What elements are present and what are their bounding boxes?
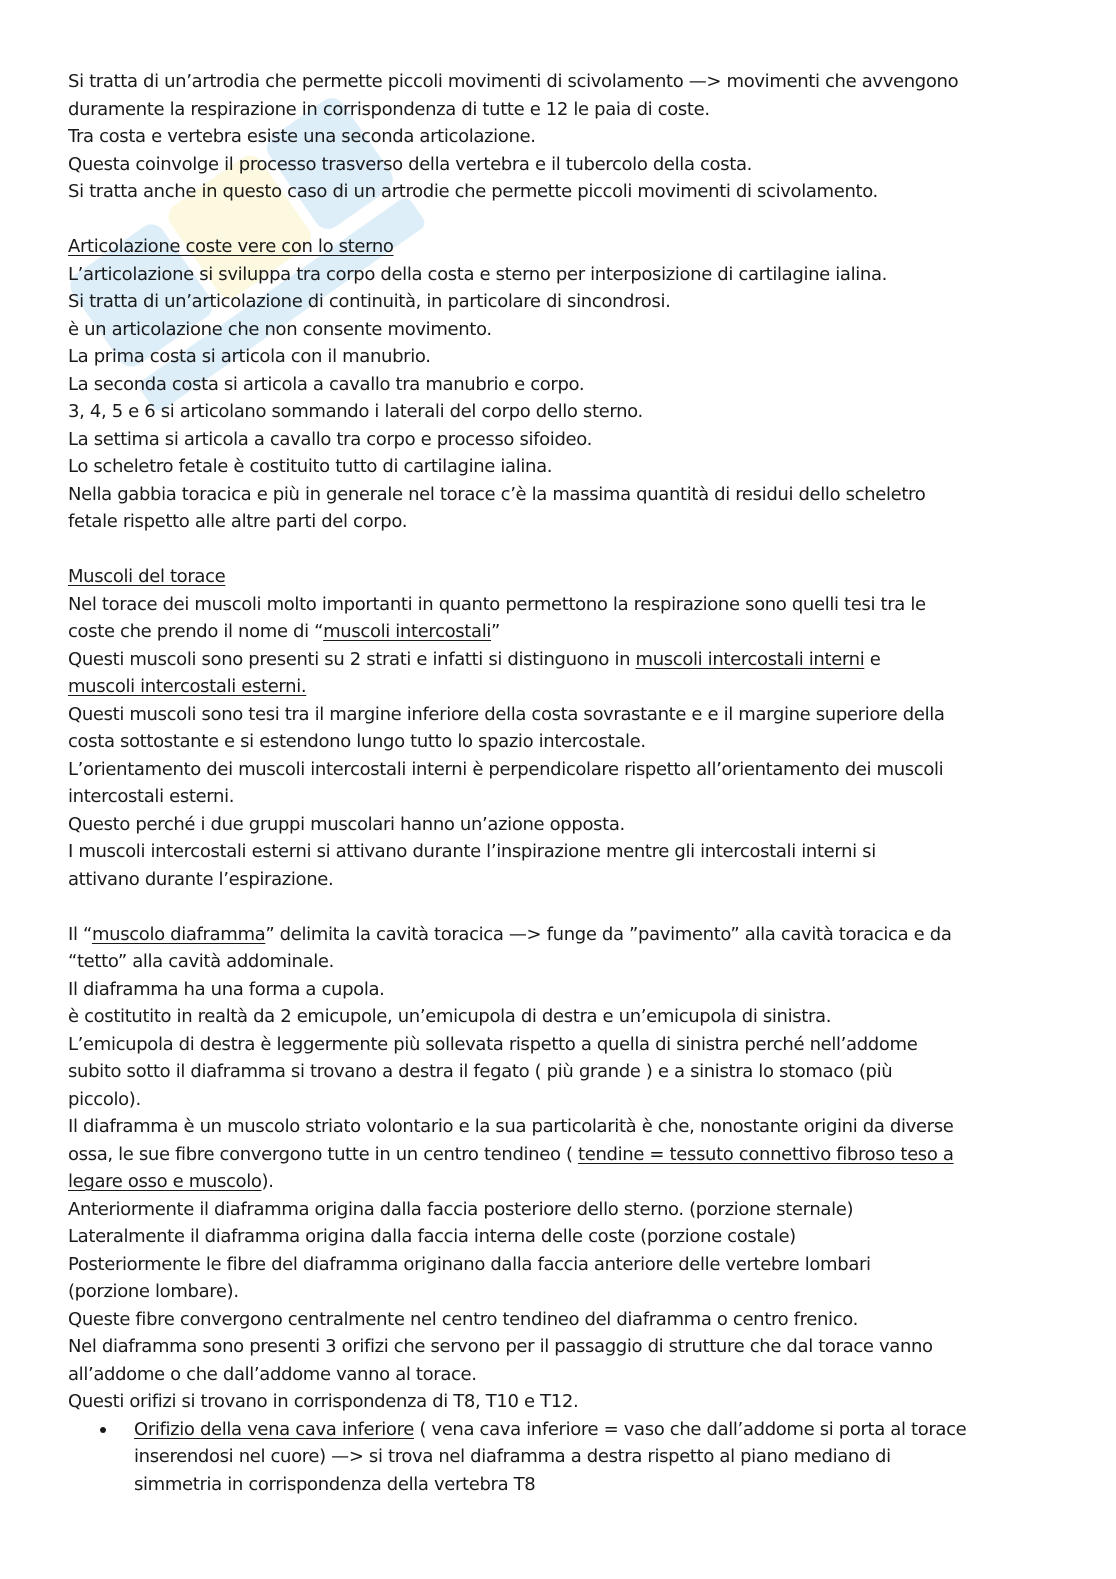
paragraph-line: L’articolazione si sviluppa tra corpo della costa e sterno per interposizione di cartilagine ialina. xyxy=(68,263,887,285)
paragraph-line: costa sottostante e si estendono lungo tutto lo spazio intercostale. xyxy=(68,731,646,752)
paragraph-line: Questo perché i due gruppi muscolari hanno un’azione opposta. xyxy=(68,813,625,835)
paragraph-line: coste che prendo il nome di “muscoli intercostali” xyxy=(68,621,500,642)
paragraph-line: Questa coinvolge il processo trasverso della vertebra e il tubercolo della costa. xyxy=(68,153,753,175)
section-heading-muscoli: Muscoli del torace xyxy=(68,566,226,587)
paragraph-line: La settima si articola a cavallo tra corpo e processo sifoideo. xyxy=(68,428,592,450)
paragraph-line: Si tratta di un’artrodia che permette piccoli movimenti di scivolamento —> movimenti che avvengono xyxy=(68,71,959,92)
paragraph-line: I muscoli intercostali esterni si attivano durante l’inspirazione mentre gli intercostali interni si xyxy=(68,841,876,862)
paragraph-line: L’emicupola di destra è leggermente più sollevata rispetto a quella di sinistra perché nell’addome xyxy=(68,1033,918,1055)
paragraph-line: Il “muscolo diaframma” delimita la cavità toracica —> funge da ”pavimento” alla cavità toracica e da xyxy=(68,923,952,945)
paragraph-line: Queste fibre convergono centralmente nel centro tendineo del diaframma o centro frenico. xyxy=(68,1308,858,1330)
paragraph-line: all’addome o che dall’addome vanno al torace. xyxy=(68,1363,477,1385)
paragraph-line: Il diaframma è un muscolo striato volontario e la sua particolarità è che, nonostante origini da diverse xyxy=(68,1116,954,1137)
paragraph-line: Nel torace dei muscoli molto importanti in quanto permettono la respirazione sono quelli tesi tra le xyxy=(68,593,926,615)
paragraph-line: Nel diaframma sono presenti 3 orifizi che servono per il passaggio di strutture che dal torace vanno xyxy=(68,1336,933,1357)
paragraph-line: Anteriormente il diaframma origina dalla faccia posteriore dello sterno. (porzione sternale) xyxy=(68,1198,854,1220)
paragraph-line: duramente la respirazione in corrispondenza di tutte e 12 le paia di coste. xyxy=(68,98,710,120)
paragraph-line: è un articolazione che non consente movimento. xyxy=(68,318,492,340)
paragraph-line xyxy=(68,673,1058,701)
underlined-term: muscoli intercostali interni xyxy=(635,648,865,670)
bullet-icon xyxy=(100,1427,106,1433)
paragraph-line: ossa, le sue fibre convergono tutte in un centro tendineo ( tendine = tessuto connettivo fibroso teso a xyxy=(68,1143,954,1165)
paragraph-line: Orifizio della vena cava inferiore ( vena cava inferiore = vaso che dall’addome si porta al torace xyxy=(134,1418,967,1440)
paragraph-line: Tra costa e vertebra esiste una seconda articolazione. xyxy=(68,126,536,147)
paragraph-line: Si tratta anche in questo caso di un artrodie che permette piccoli movimenti di scivolamento. xyxy=(68,181,878,202)
list-item xyxy=(68,1416,1058,1499)
section-heading-articolazione: Articolazione coste vere con lo sterno xyxy=(68,236,394,257)
paragraph-line: “tetto” alla cavità addominale. xyxy=(68,951,334,972)
underlined-term: legare osso e muscolo xyxy=(68,1171,262,1192)
paragraph-line: La prima costa si articola con il manubrio. xyxy=(68,346,431,367)
paragraph-line: Si tratta di un’articolazione di continuità, in particolare di sincondrosi. xyxy=(68,291,671,312)
paragraph-line: Lateralmente il diaframma origina dalla faccia interna delle coste (porzione costale) xyxy=(68,1226,796,1247)
paragraph-line: inserendosi nel cuore) —> si trova nel diaframma a destra rispetto al piano mediano di xyxy=(134,1446,891,1467)
paragraph-line: intercostali esterni. xyxy=(68,786,235,807)
underlined-term: tendine = tessuto connettivo fibroso teso a xyxy=(578,1143,954,1165)
paragraph-line: legare osso e muscolo). xyxy=(68,1171,274,1192)
paragraph-line: Posteriormente le fibre del diaframma originano dalla faccia anteriore delle vertebre lombari xyxy=(68,1253,871,1275)
paragraph-line: (porzione lombare). xyxy=(68,1281,239,1302)
document-body xyxy=(68,68,1058,1498)
paragraph-line: Il diaframma ha una forma a cupola. xyxy=(68,978,385,1000)
underlined-term: muscolo diaframma xyxy=(91,923,266,945)
underlined-term: Orifizio della vena cava inferiore xyxy=(134,1418,414,1440)
paragraph-line: è costitutito in realtà da 2 emicupole, un’emicupola di destra e un’emicupola di sinistra. xyxy=(68,1006,832,1027)
paragraph-line: L’orientamento dei muscoli intercostali interni è perpendicolare rispetto all’orientamento dei muscoli xyxy=(68,758,944,780)
paragraph-line: Questi muscoli sono tesi tra il margine inferiore della costa sovrastante e e il margine superiore della xyxy=(68,703,945,725)
paragraph-line: subito sotto il diaframma si trovano a destra il fegato ( più grande ) e a sinistra lo stomaco (più xyxy=(68,1061,893,1082)
paragraph-line: Questi muscoli sono presenti su 2 strati e infatti si distinguono in muscoli intercostali interni e xyxy=(68,648,881,670)
underlined-term: muscoli intercostali esterni. xyxy=(68,676,307,697)
paragraph-line: Nella gabbia toracica e più in generale nel torace c’è la massima quantità di residui dello scheletro xyxy=(68,483,926,505)
paragraph-line: 3, 4, 5 e 6 si articolano sommando i laterali del corpo dello sterno. xyxy=(68,401,643,422)
paragraph-line: Questi orifizi si trovano in corrispondenza di T8, T10 e T12. xyxy=(68,1391,579,1412)
paragraph-line: piccolo). xyxy=(68,1088,141,1110)
paragraph-line: Lo scheletro fetale è costituito tutto di cartilagine ialina. xyxy=(68,456,553,477)
paragraph-line: fetale rispetto alle altre parti del corpo. xyxy=(68,511,408,532)
paragraph-line: attivano durante l’espirazione. xyxy=(68,868,334,890)
paragraph-line: simmetria in corrispondenza della vertebra T8 xyxy=(134,1473,536,1495)
underlined-term: muscoli intercostali xyxy=(323,621,492,642)
paragraph-line: La seconda costa si articola a cavallo tra manubrio e corpo. xyxy=(68,373,585,395)
